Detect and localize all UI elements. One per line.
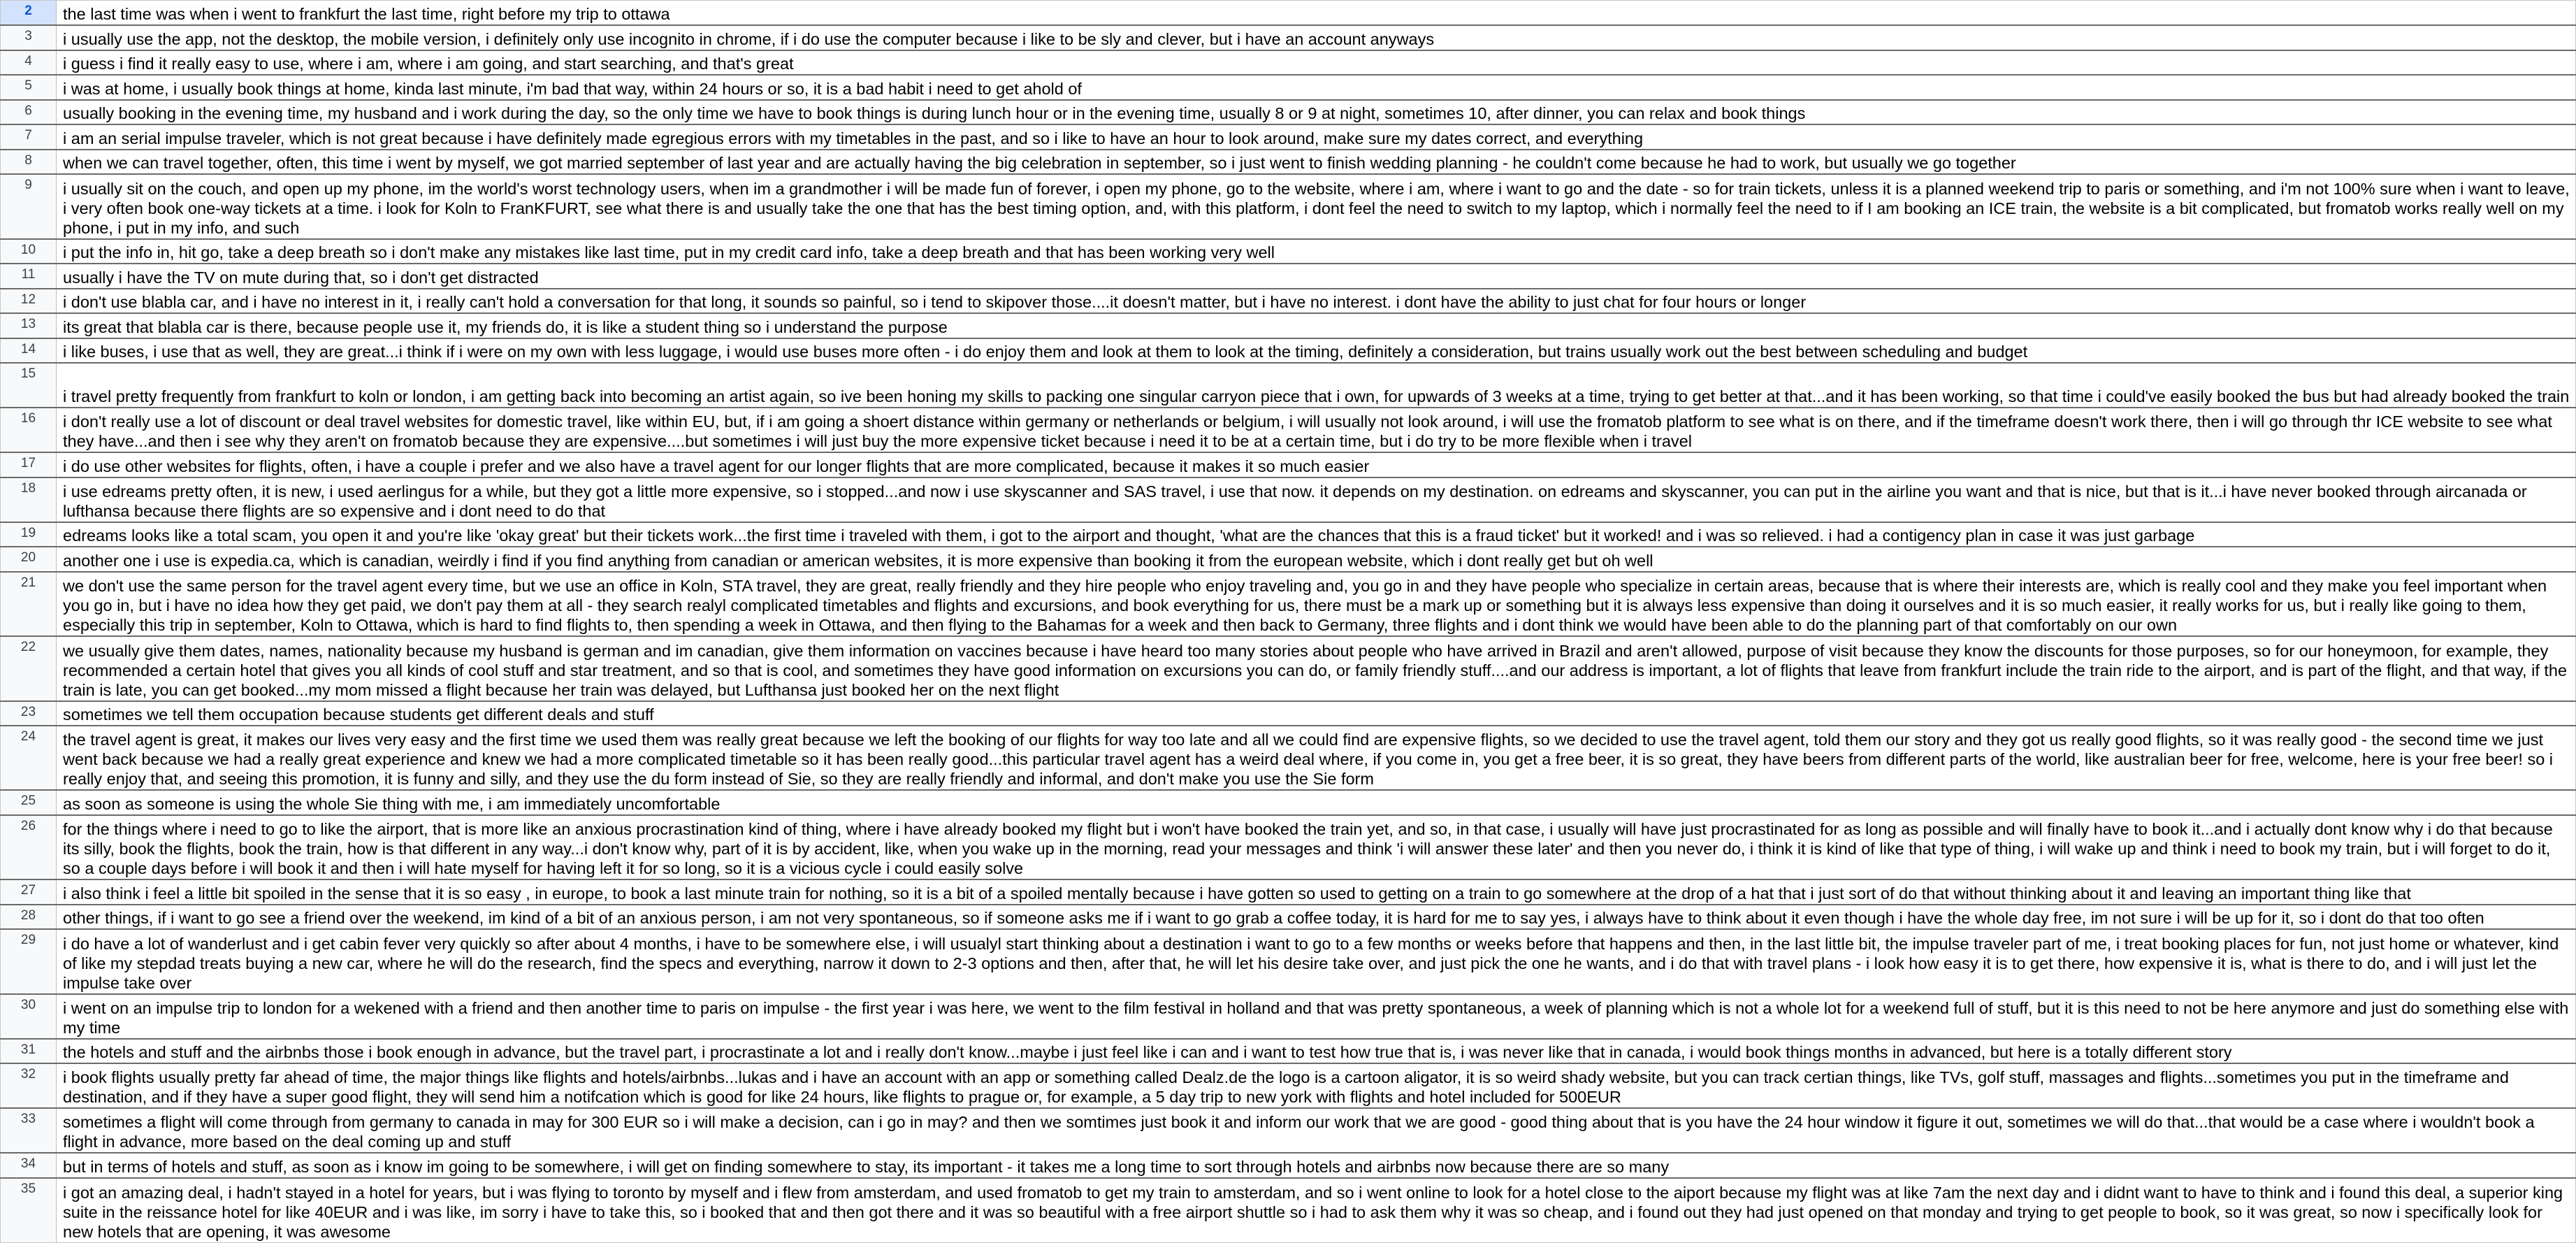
table-cell[interactable]: i book flights usually pretty far ahead of time, the major things like flights and hotels/airbnbs...lukas and i have an account with an app or something called Dealz.de the logo is a cartoon aligator, it is so weird shady website, but you can track certian things, like TVs, golf stuff, massages and flights...sometimes you put in the timeframe and destination, and if they have a super good flight, they will send him a notifcation which is good for like 24 hours, like flights to prague or, for example, a 5 day trip to new york with flights and hotel included for 500EUR xyxy=(57,1063,2576,1108)
row-header[interactable]: 6 xyxy=(1,100,57,125)
table-row[interactable] xyxy=(1,150,2576,175)
row-header[interactable]: 22 xyxy=(1,636,57,700)
row-header[interactable]: 17 xyxy=(1,452,57,477)
row-header[interactable]: 15 xyxy=(1,363,57,408)
table-row[interactable] xyxy=(1,790,2576,815)
table-cell[interactable]: the travel agent is great, it makes our lives very easy and the first time we used them was really great because we left the booking of our flights for way too late and all we could find are expensive flights, so we decided to use the travel agent, told them our story and they got us really good flights, so it was really good - the second time we just went back because we had a really great experience and knew we had a more complicated timetable so it has been really good...this particular travel agent has a weird deal where, if you come in, you get a free beer, it is so great, they have beers from different parts of the world, like australian beer for free, welcome, here is your free beer! so i really enjoy that, and seeing this promotion, it is funny and silly, and they use the du form instead of Sie, so they are really friendly and informal, and don't make you use the Sie form xyxy=(57,726,2576,790)
table-cell[interactable]: we don't use the same person for the travel agent every time, but we use an office in Koln, STA travel, they are great, really friendly and they hire people who enjoy traveling and, you go in and they have people who specialize in certain areas, because that is where their interests are, which is really cool and they make you feel important when you go in, but i have no idea how they get paid, we don't pay them at all - they search realyl complicated timetables and flights and excursions, and book everything for us, there must be a mark up or something but it is always less expensive than doing it ourselves and it is so much easier, it really works for us, but i really like going to them, especially this trip in september, Koln to Ottawa, which is hard to find flights to, then spending a week in Ottawa, and then flying to the Bahamas for a week and then back to Germany, three flights and i dont think we would have been able to do the planning part of that comfortably on our own xyxy=(57,572,2576,636)
table-row[interactable] xyxy=(1,452,2576,477)
row-header[interactable]: 31 xyxy=(1,1039,57,1064)
table-cell[interactable]: sometimes we tell them occupation because students get different deals and stuff xyxy=(57,701,2576,726)
table-cell[interactable]: i am an serial impulse traveler, which is not great because i have definitely made egregious errors with my timetables in the past, and so i like to have an hour to look around, make sure my dates correct, and everything xyxy=(57,124,2576,150)
table-row[interactable] xyxy=(1,408,2576,452)
table-row[interactable] xyxy=(1,1178,2576,1243)
table-row[interactable] xyxy=(1,547,2576,572)
table-cell[interactable]: edreams looks like a total scam, you open it and you're like 'okay great' but their tickets work...the first time i traveled with them, i got to the airport and thought, 'what are the chances that this is a fraud ticket' but it worked! and i was so relieved. i had a contigency plan in case it was just garbage xyxy=(57,522,2576,547)
table-cell[interactable]: the last time was when i went to frankfurt the last time, right before my trip to ottawa xyxy=(57,1,2576,26)
table-row[interactable] xyxy=(1,1,2576,26)
table-cell[interactable]: i travel pretty frequently from frankfurt to koln or london, i am getting back into becoming an artist again, so ive been honing my skills to packing one singular carryon piece that i own, for upwards of 3 weeks at a time, trying to get better at that...and it has been working, so that time i could've easily booked the bus but had already booked the train xyxy=(57,363,2576,408)
row-header[interactable]: 32 xyxy=(1,1063,57,1108)
table-cell[interactable]: i usually sit on the couch, and open up my phone, im the world's worst technology users, when im a grandmother i will be made fun of forever, i open my phone, go to the website, where i am, where i want to go and the date - so for train tickets, unless it is a planned weekend trip to paris or something, and i'm not 100% sure when i want to leave, i very often book one-way tickets at a time. i look for Koln to FranKFURT, see what there is and usually take the one that has the best timing option, and, with this platform, i dont feel the need to switch to my laptop, which i normally feel the need to if I am booking an ICE train, the website is a bit complicated, but fromatob works really well on my phone, i put in my info, and such xyxy=(57,174,2576,238)
table-cell[interactable]: sometimes a flight will come through from germany to canada in may for 300 EUR so i will make a decision, can i go in may? and then we somtimes just book it and inform our work that we are good - good thing about that is you have the 24 hour window it figure it out, sometimes we will do that...that would be a case where i wouldn't book a flight in advance, more based on the deal coming up and stuff xyxy=(57,1108,2576,1153)
table-cell[interactable]: i use edreams pretty often, it is new, i used aerlingus for a while, but they got a little more expensive, so i stopped...and now i use skyscanner and SAS travel, i use that now. it depends on my destination. on edreams and skyscanner, you can put in the airline you want and that is nice, but that is it...i have never booked through aircanada or lufthansa because there flights are so expensive and i dont need to do that xyxy=(57,477,2576,522)
row-header[interactable]: 24 xyxy=(1,726,57,790)
row-header[interactable]: 30 xyxy=(1,994,57,1039)
row-header[interactable]: 11 xyxy=(1,264,57,289)
row-header[interactable]: 7 xyxy=(1,124,57,150)
table-row[interactable] xyxy=(1,905,2576,930)
table-cell[interactable]: i was at home, i usually book things at home, kinda last minute, i'm bad that way, within 24 hours or so, it is a bad habit i need to get ahold of xyxy=(57,75,2576,100)
row-header[interactable]: 12 xyxy=(1,289,57,314)
row-header[interactable]: 29 xyxy=(1,929,57,993)
row-header[interactable]: 21 xyxy=(1,572,57,636)
table-row[interactable] xyxy=(1,929,2576,993)
table-cell[interactable]: i guess i find it really easy to use, where i am, where i am going, and start searching, and that's great xyxy=(57,50,2576,76)
table-row[interactable] xyxy=(1,25,2576,50)
table-cell[interactable]: we usually give them dates, names, nationality because my husband is german and im canadian, give them information on vaccines because i have heard too many stories about people who have arrived in Brazil and aren't allowed, purpose of visit because they know the discounts for those purposes, so for our honeymoon, for example, they recommended a certain hotel that gives you all kinds of cool stuff and star treatment, and so that is cool, and sometimes they have good information on excursions you can do, or family friendly stuff....and our address is important, a lot of flights that leave from frankfurt include the train ride to the airport, and is part of the flight, and that way, if the train is late, you can get booked...my mom missed a flight because her train was delayed, but Lufthansa just booked her on the next flight xyxy=(57,636,2576,700)
table-row[interactable] xyxy=(1,477,2576,522)
table-cell[interactable]: its great that blabla car is there, because people use it, my friends do, it is like a student thing so i understand the purpose xyxy=(57,313,2576,338)
row-header[interactable]: 20 xyxy=(1,547,57,572)
table-cell[interactable]: i do have a lot of wanderlust and i get cabin fever very quickly so after about 4 months, i have to be somewhere else, i will usualyl start thinking about a destination i want to go to a few months or weeks before that happens and then, in the last little bit, the impulse traveler part of me, i treat booking places for fun, not just home or whatever, kind of like my stepdad treats buying a new car, where he will do the research, find the specs and everything, narrow it down to 2-3 options and then, after that, he will let his desire take over, and just pick the one he wants, and i do that with travel plans - i look how easy it is to get there, how expensive it is, what is there to do, and i will just let the impulse take over xyxy=(57,929,2576,993)
row-header[interactable]: 16 xyxy=(1,408,57,452)
table-row[interactable] xyxy=(1,1063,2576,1108)
row-header[interactable]: 10 xyxy=(1,239,57,264)
row-header[interactable]: 18 xyxy=(1,477,57,522)
row-header[interactable]: 14 xyxy=(1,338,57,364)
row-header[interactable]: 3 xyxy=(1,25,57,50)
table-cell[interactable]: i went on an impulse trip to london for a wekened with a friend and then another time to paris on impulse - the first year i was here, we went to the film festival in holland and that was pretty spontaneous, a week of planning which is not a whole lot for a weekend full of stuff, but it is this need to not be here anymore and just do something else with my time xyxy=(57,994,2576,1039)
row-header[interactable]: 26 xyxy=(1,815,57,879)
table-row[interactable] xyxy=(1,338,2576,364)
table-row[interactable] xyxy=(1,1153,2576,1178)
table-cell[interactable]: i like buses, i use that as well, they are great...i think if i were on my own with less luggage, i would use buses more often - i do enjoy them and look at them to look at the timing, definitely a consideration, but trains usually work out the best between scheduling and budget xyxy=(57,338,2576,364)
row-header[interactable]: 9 xyxy=(1,174,57,238)
table-row[interactable] xyxy=(1,289,2576,314)
table-cell[interactable]: i don't really use a lot of discount or deal travel websites for domestic travel, like within EU, but, if i am going a shoert distance within germany or netherlands or belgium, i will usually not look around, i will use the fromatob platform to see what is on there, and if the timeframe doesn't work there, then i will go through thr ICE website to see what they have...and then i see why they aren't on fromatob because they are expensive....but sometimes i will just buy the more expensive ticket because i need it to be at a certain time, but i do try to be more flexible when i travel xyxy=(57,408,2576,452)
table-cell[interactable]: i usually use the app, not the desktop, the mobile version, i definitely only use incognito in chrome, if i do use the computer because i like to be sly and clever, but i have an account anyways xyxy=(57,25,2576,50)
row-header[interactable]: 34 xyxy=(1,1153,57,1178)
table-cell[interactable]: for the things where i need to go to like the airport, that is more like an anxious procrastination kind of thing, where i have already booked my flight but i won't have booked the train yet, and so, in that case, i usually will have just procrastinated for as long as possible and will finally have to book it...and i actually dont know why i do that because its silly, book the flights, book the train, how is that different in any way...i don't know why, part of it is by accident, like, when you wake up in the morning, read your messages and think 'i will answer these later' and then you never do, i think it is kind of like that type of thing, i will wake up and think i need to book my train, but i will forget to do it, so a couple days before i will book it and then i will hate myself for having left it for so long, so it is a vicious cycle i could easily solve xyxy=(57,815,2576,879)
table-row[interactable] xyxy=(1,726,2576,790)
table-row[interactable] xyxy=(1,994,2576,1039)
table-row[interactable] xyxy=(1,815,2576,879)
table-row[interactable] xyxy=(1,100,2576,125)
row-header[interactable]: 23 xyxy=(1,701,57,726)
table-row[interactable] xyxy=(1,572,2576,636)
table-cell[interactable]: but in terms of hotels and stuff, as soon as i know im going to be somewhere, i will get on finding somewhere to stay, its important - it takes me a long time to sort through hotels and airbnbs now because there are so many xyxy=(57,1153,2576,1178)
table-row[interactable] xyxy=(1,174,2576,238)
row-header[interactable]: 19 xyxy=(1,522,57,547)
table-row[interactable] xyxy=(1,50,2576,76)
table-cell[interactable]: another one i use is expedia.ca, which is canadian, weirdly i find if you find anything from canadian or american websites, it is more expensive than booking it from the european website, which i dont really get but oh well xyxy=(57,547,2576,572)
table-cell[interactable]: i got an amazing deal, i hadn't stayed in a hotel for years, but i was flying to toronto by myself and i flew from amsterdam, and used fromatob to get my train to amsterdam, and so i went online to look for a hotel close to the aiport because my flight was at like 7am the next day and i didnt want to have to think and i found this deal, a superior king suite in the reissance hotel for like 40EUR and i was like, im sorry i have to take this, so i booked that and then got there and it was so beautiful with a free airport shuttle so i had to ask them why it was so cheap, and i found out they had just opened on that monday and trying to get people to book, so it was great, so now i specifically look for new hotels that are opening, it was awesome xyxy=(57,1178,2576,1243)
row-header[interactable]: 28 xyxy=(1,905,57,930)
table-row[interactable] xyxy=(1,124,2576,150)
table-row[interactable] xyxy=(1,522,2576,547)
table-cell[interactable]: usually i have the TV on mute during that, so i don't get distracted xyxy=(57,264,2576,289)
row-header[interactable]: 25 xyxy=(1,790,57,815)
table-row[interactable] xyxy=(1,264,2576,289)
row-header[interactable]: 2 xyxy=(1,1,57,26)
table-row[interactable] xyxy=(1,879,2576,905)
table-cell[interactable]: i do use other websites for flights, often, i have a couple i prefer and we also have a travel agent for our longer flights that are more complicated, because it makes it so much easier xyxy=(57,452,2576,477)
table-cell[interactable]: other things, if i want to go see a friend over the weekend, im kind of a bit of an anxious person, i am not very spontaneous, so if someone asks me if i want to go grab a coffee today, it is hard for me to say yes, i always have to think about it even though i have the whole day free, im not sure i will be up for it, so i dont do that too often xyxy=(57,905,2576,930)
table-row[interactable] xyxy=(1,75,2576,100)
row-header[interactable]: 35 xyxy=(1,1178,57,1243)
table-cell[interactable]: i put the info in, hit go, take a deep breath so i don't make any mistakes like last time, put in my credit card info, take a deep breath and that has been working very well xyxy=(57,239,2576,264)
table-row[interactable] xyxy=(1,363,2576,408)
table-row[interactable] xyxy=(1,1039,2576,1064)
row-header[interactable]: 27 xyxy=(1,879,57,905)
row-header[interactable]: 8 xyxy=(1,150,57,175)
table-row[interactable] xyxy=(1,1108,2576,1153)
row-header[interactable]: 33 xyxy=(1,1108,57,1153)
table-row[interactable] xyxy=(1,701,2576,726)
table-row[interactable] xyxy=(1,636,2576,700)
row-header[interactable]: 13 xyxy=(1,313,57,338)
table-cell[interactable]: i don't use blabla car, and i have no interest in it, i really can't hold a conversation for that long, it sounds so painful, so i tend to skipover those....it doesn't matter, but i have no interest. i dont have the ability to just chat for four hours or longer xyxy=(57,289,2576,314)
table-cell[interactable]: the hotels and stuff and the airbnbs those i book enough in advance, but the travel part, i procrastinate a lot and i really don't know...maybe i just feel like i can and i want to test how true that is, i was never like that in canada, i would book things months in advanced, but here is a totally different story xyxy=(57,1039,2576,1064)
table-cell[interactable]: usually booking in the evening time, my husband and i work during the day, so the only time we have to book things is during lunch hour or in the evening time, usually 8 or 9 at night, sometimes 10, after dinner, you can relax and book things xyxy=(57,100,2576,125)
table-row[interactable] xyxy=(1,313,2576,338)
table-row[interactable] xyxy=(1,239,2576,264)
table-cell[interactable]: i also think i feel a little bit spoiled in the sense that it is so easy , in europe, to book a last minute train for nothing, so it is a bit of a spoiled mentally because i have gotten so used to getting on a train to go somewhere at the drop of a hat that i just sort of do that without thinking about it and leaving an important thing like that xyxy=(57,879,2576,905)
row-header[interactable]: 4 xyxy=(1,50,57,76)
table-cell[interactable]: when we can travel together, often, this time i went by myself, we got married september of last year and are actually having the big celebration in september, so i just went to finish wedding planning - he couldn't come because he had to work, but usually we go together xyxy=(57,150,2576,175)
table-cell[interactable]: as soon as someone is using the whole Sie thing with me, i am immediately uncomfortable xyxy=(57,790,2576,815)
row-header[interactable]: 5 xyxy=(1,75,57,100)
